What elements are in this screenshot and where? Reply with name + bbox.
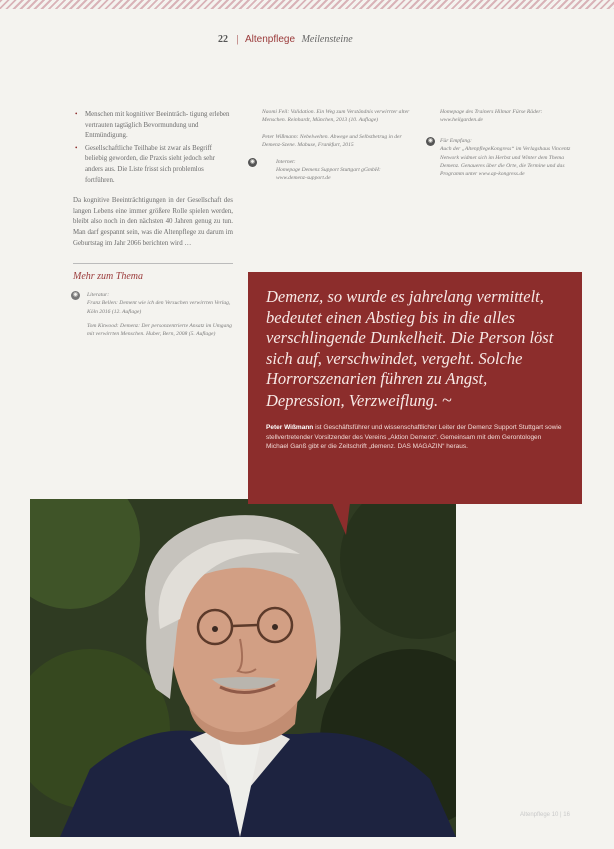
header-separator: |: [236, 34, 239, 45]
bullet-text: Gesellschaftliche Teilhabe ist zwar als Begriff beliebig geworden, die Praxis sieht jedoch sehr anders aus. Die Liste frisst sich problemlos fortführen.: [85, 144, 215, 184]
pull-quote: [266, 287, 564, 411]
bullet-item: [75, 110, 233, 142]
internet-link[interactable]: Homepage Demenz Support Stuttgart gGmbH: www.demenz-support.de: [276, 167, 381, 182]
author-bio-text: ist Geschäftsführer und wissenschaftlicher Leiter der Demenz Support Stuttgart sowie stellvertretender Vorsitzender des Vereins „Aktion Demenz“. Gemeinsam mit dem Gerontologen Michael Ganß gibt er die Zeitschrift „demenz. DAS MAGAZIN“ heraus.: [266, 424, 562, 451]
globe-icon: ◉: [249, 158, 256, 165]
literature-entry: Naomi Feil: Validation. Ein Weg zum Verständnis verwirrter alter Menschen. Reinhardt, München, 2013 (10. Auflage): [262, 109, 410, 124]
literature-entry: Peter Wißmann: Nebelwelten. Abwege und Selbstbetrug in der Demenz-Szene. Mabuse, Frankfurt, 2015: [262, 133, 402, 149]
section-name: Altenpflege: [245, 34, 296, 45]
pull-quote-text: Demenz, so wurde es jahrelang vermittelt, bedeutet einen Abstieg bis in die alles verschlingende Dunkelheit. Die Person löst sich auf, verschwindet, vergeht. Solche Horrorszenarien führen zu Angst, Depression, Verzweiflung.: [266, 287, 554, 410]
literature-label: Literatur:: [87, 291, 110, 298]
body-paragraph: Da kognitive Beeinträchtigungen in der Gesellschaft des langen Lebens eine immer größere Rolle spielen werden, bleibt also noch in den nächsten 40 Jahren genug zu tun. Man darf gespannt sein, was die Altenpflege zu darum im Geburtstag im Jahr 2066 berichten wird …: [73, 197, 233, 247]
book-icon: ◉: [72, 291, 79, 298]
more-on-topic-heading: Mehr zum Thema: [73, 263, 233, 283]
left-column: [73, 110, 233, 345]
middle-column: [249, 108, 412, 183]
subsection-name: Meilensteine: [301, 34, 353, 45]
author-name: Peter Wißmann: [266, 424, 314, 431]
event-block: [427, 137, 575, 179]
literature-block: [73, 291, 233, 339]
page-number: 22: [218, 34, 228, 45]
author-bio: [266, 423, 564, 452]
event-text: Auch der „AltenpflegeKongress“ im Verlagshaus Vincentz Network widmet sich im Herbst und Winter dem Thema Demenz. Genaueres über die Orte, die Termine und das Programm unter www.ap-kongress.de: [440, 146, 571, 178]
pull-quote-box: [248, 272, 582, 504]
internet-block: [249, 158, 412, 183]
internet-label: Internet:: [276, 158, 296, 165]
speech-bubble-tail: [332, 503, 350, 535]
tilde-ornament-icon: ~: [442, 389, 452, 410]
bullet-marker-icon: •: [75, 144, 78, 152]
right-column: [427, 108, 575, 179]
bullet-text: Menschen mit kognitiver Beeinträch- tigung erleben vertrauten tagtäglich Bevormundung und Entmündigung.: [85, 111, 230, 140]
portrait-illustration: [30, 499, 456, 837]
literature-entry: Tom Kitwood: Demenz: Der personzentrierte Ansatz im Umgang mit verwirrten Menschen. Huber, Bern, 2008 (5. Auflage): [87, 322, 232, 338]
bullet-marker-icon: •: [75, 111, 78, 118]
portrait-photo: [30, 499, 456, 837]
page-header: [218, 34, 353, 45]
homepage-link[interactable]: Homepage des Trainers Hilmar Fürse Räder: www.heilgarden.de: [440, 109, 543, 124]
literature-entry: Franz Bellen: Dement wie ich den Versuchen verwirrten Verlag, Köln 2016 (12. Auflage): [87, 300, 231, 315]
event-label: Für Empfang:: [440, 137, 472, 144]
info-icon: ◉: [427, 137, 434, 144]
footer-mark: Altenpflege 10 | 16: [520, 812, 570, 818]
bullet-item: [75, 144, 233, 186]
bullet-list: [73, 110, 233, 186]
